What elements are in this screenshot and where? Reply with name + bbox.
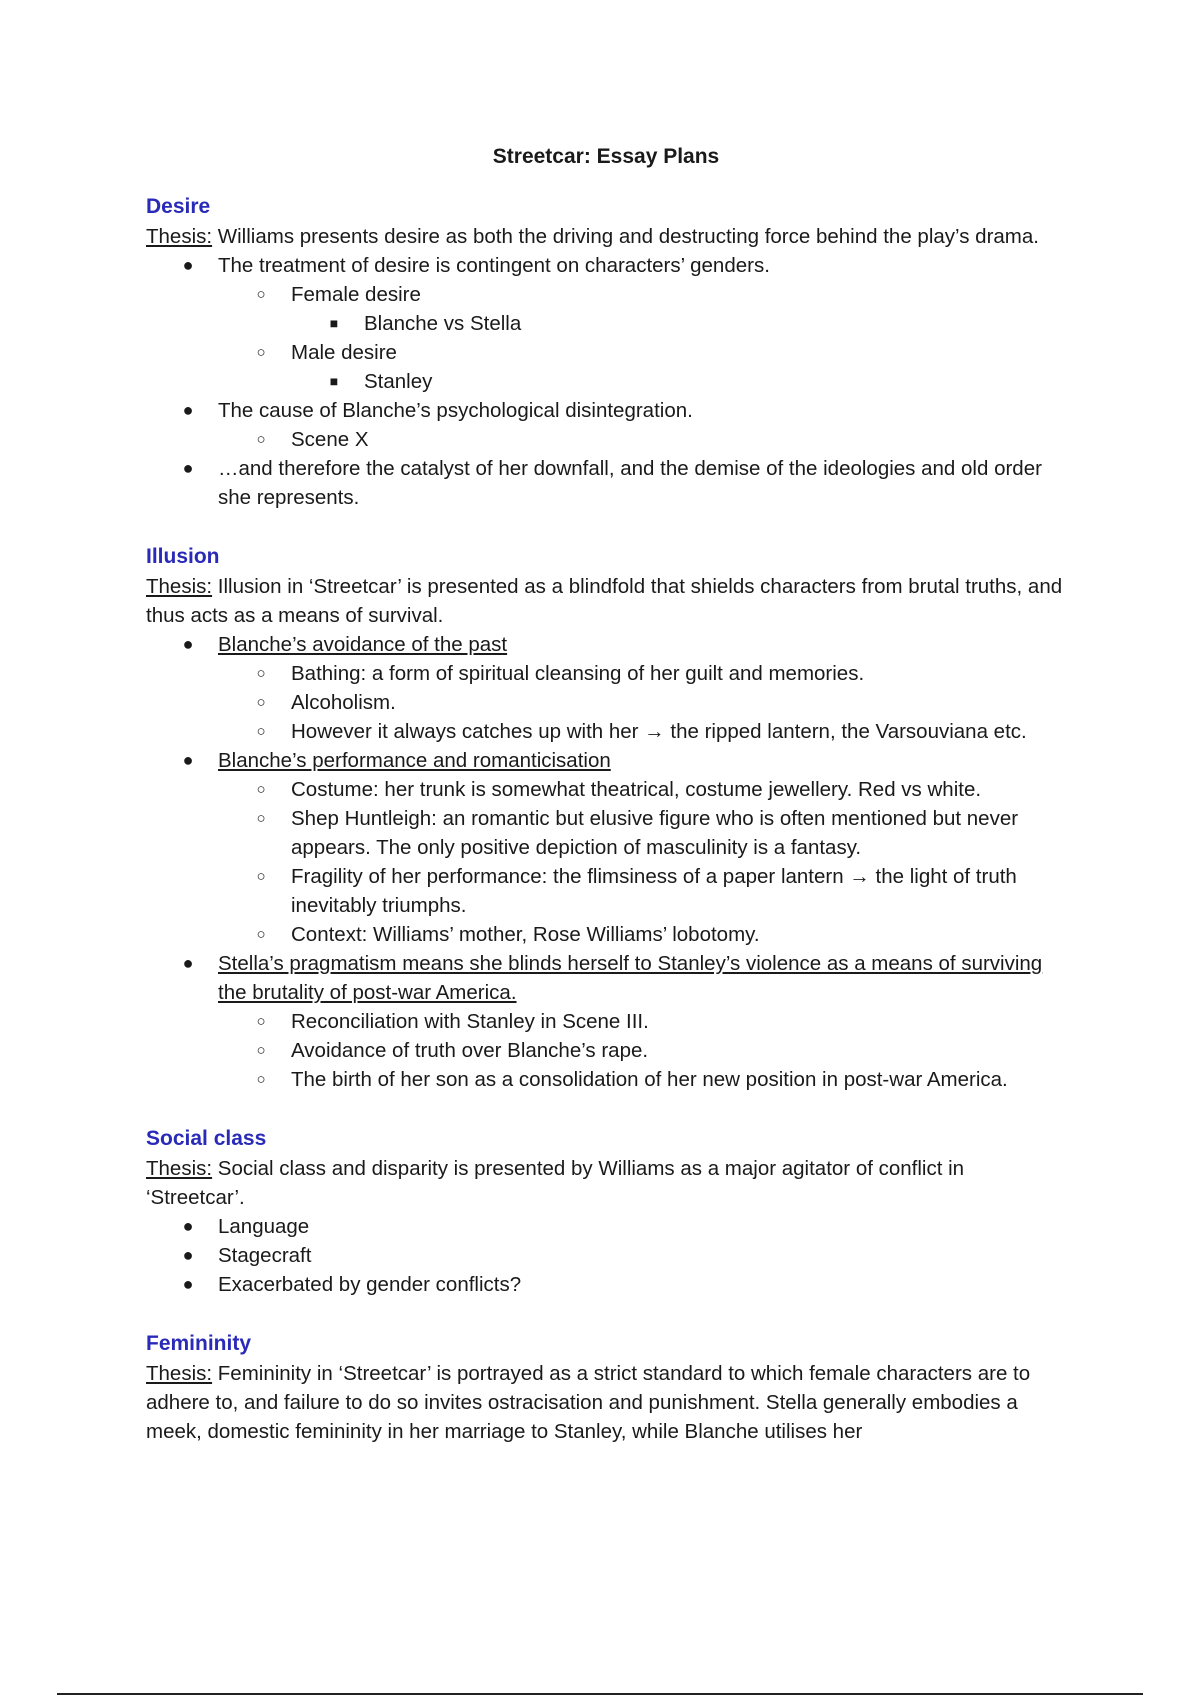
bullet-circle-icon: ○ — [256, 1013, 266, 1030]
list-item: ○ Context: Williams’ mother, Rose Williams’ lobotomy. — [146, 920, 1066, 949]
list-item: ○ The birth of her son as a consolidation of her new position in post-war America. — [146, 1065, 1066, 1094]
list-item: ● Language — [146, 1212, 1066, 1241]
list-item: ● The cause of Blanche’s psychological disintegration. — [146, 396, 1066, 425]
list-item: ○ Scene X — [146, 425, 1066, 454]
thesis-paragraph — [146, 572, 1066, 630]
bullet-circle-icon: ○ — [256, 781, 266, 798]
list-item: ■ Blanche vs Stella — [146, 309, 1066, 338]
bullet-circle-icon: ○ — [256, 344, 266, 361]
bullet-disc-icon: ● — [182, 458, 194, 478]
section-desire — [146, 192, 1066, 512]
bullet-disc-icon: ● — [182, 953, 194, 973]
bullet-circle-icon: ○ — [256, 926, 266, 943]
bullet-circle-icon: ○ — [256, 1071, 266, 1088]
list-item: ○ However it always catches up with her → the ripped lantern, the Varsouviana etc. — [146, 717, 1066, 746]
bullet-list — [146, 1212, 1066, 1299]
bullet-disc-icon: ● — [182, 1274, 194, 1294]
section-heading: Desire — [146, 195, 211, 218]
thesis-text: Femininity in ‘Streetcar’ is portrayed as a strict standard to which female characters are to adhere to, and failure to do so invites ostracisation and punishment. Stella generally embodies a meek, domestic femininity in her marriage to Stanley, while Blanche utilises her — [146, 1362, 1031, 1443]
bullet-circle-icon: ○ — [256, 868, 266, 885]
thesis-text: Williams presents desire as both the driving and destructing force behind the play’s drama. — [212, 225, 1039, 248]
thesis-label: Thesis: — [146, 1362, 213, 1385]
thesis-label: Thesis: — [146, 225, 213, 248]
thesis-label: Thesis: — [146, 575, 213, 598]
bullet-circle-icon: ○ — [256, 723, 266, 740]
footer-divider — [57, 1693, 1143, 1695]
bullet-circle-icon: ○ — [256, 694, 266, 711]
thesis-paragraph — [146, 1359, 1066, 1446]
thesis-text: Social class and disparity is presented by Williams as a major agitator of conflict in ‘Streetcar’. — [146, 1157, 965, 1209]
bullet-disc-icon: ● — [182, 400, 194, 420]
bullet-disc-icon: ● — [182, 1216, 194, 1236]
bullet-list — [146, 251, 1066, 512]
bullet-circle-icon: ○ — [256, 1042, 266, 1059]
bullet-square-icon: ■ — [329, 373, 339, 389]
bullet-square-icon: ■ — [329, 315, 339, 331]
list-item: ■ Stanley — [146, 367, 1066, 396]
list-item: ○ Bathing: a form of spiritual cleansing of her guilt and memories. — [146, 659, 1066, 688]
list-item: ○ Avoidance of truth over Blanche’s rape. — [146, 1036, 1066, 1065]
list-item: ● Exacerbated by gender conflicts? — [146, 1270, 1066, 1299]
section-heading: Social class — [146, 1127, 267, 1150]
list-item: ● Blanche’s performance and romanticisation — [146, 746, 1066, 775]
page-title: Streetcar: Essay Plans — [492, 145, 720, 168]
section-heading: Illusion — [146, 545, 220, 568]
list-item: ● Stella’s pragmatism means she blinds herself to Stanley’s violence as a means of surviving the brutality of post-war America. — [146, 949, 1066, 1007]
list-item: ● Stagecraft — [146, 1241, 1066, 1270]
bullet-disc-icon: ● — [182, 750, 194, 770]
section-illusion — [146, 542, 1066, 1094]
document-page — [146, 142, 1066, 1476]
section-social-class — [146, 1124, 1066, 1299]
thesis-label: Thesis: — [146, 1157, 213, 1180]
bullet-list — [146, 630, 1066, 1094]
list-item: ○ Reconciliation with Stanley in Scene III. — [146, 1007, 1066, 1036]
list-item: ○ Male desire — [146, 338, 1066, 367]
bullet-circle-icon: ○ — [256, 810, 266, 827]
bullet-disc-icon: ● — [182, 1245, 194, 1265]
list-item: ○ Alcoholism. — [146, 688, 1066, 717]
thesis-text: Illusion in ‘Streetcar’ is presented as a blindfold that shields characters from brutal truths, and thus acts as a means of survival. — [146, 575, 1063, 627]
list-item: ● Blanche’s avoidance of the past — [146, 630, 1066, 659]
section-heading: Femininity — [146, 1332, 252, 1355]
list-item: ● The treatment of desire is contingent on characters’ genders. — [146, 251, 1066, 280]
list-item: ○ Female desire — [146, 280, 1066, 309]
bullet-circle-icon: ○ — [256, 286, 266, 303]
bullet-circle-icon: ○ — [256, 431, 266, 448]
list-item: ● …and therefore the catalyst of her downfall, and the demise of the ideologies and old order she represents. — [146, 454, 1066, 512]
list-item: ○ Costume: her trunk is somewhat theatrical, costume jewellery. Red vs white. — [146, 775, 1066, 804]
thesis-paragraph — [146, 1154, 1066, 1212]
bullet-circle-icon: ○ — [256, 665, 266, 682]
bullet-disc-icon: ● — [182, 634, 194, 654]
section-femininity — [146, 1329, 1066, 1446]
list-item: ○ Fragility of her performance: the flimsiness of a paper lantern → the light of truth inevitably triumphs. — [146, 862, 1066, 920]
bullet-disc-icon: ● — [182, 255, 194, 275]
thesis-paragraph — [146, 222, 1066, 251]
list-item: ○ Shep Huntleigh: an romantic but elusive figure who is often mentioned but never appears. The only positive depiction of masculinity is a fantasy. — [146, 804, 1066, 862]
